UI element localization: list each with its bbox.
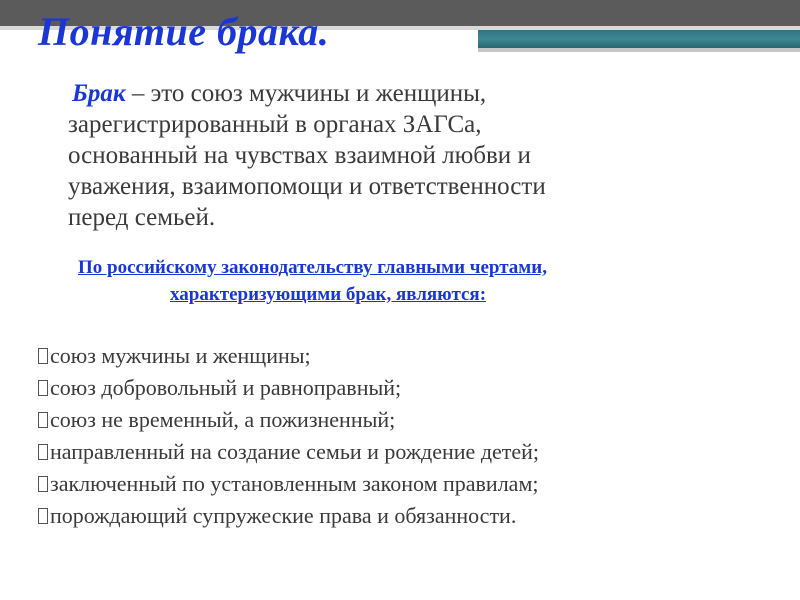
feature-text: союз мужчины и женщины; bbox=[50, 343, 311, 368]
bullet-icon bbox=[38, 508, 48, 524]
feature-text: союз добровольный и равноправный; bbox=[50, 375, 402, 400]
definition-line-4: уважения, взаимопомощи и ответственности bbox=[68, 173, 546, 200]
list-item bbox=[38, 404, 788, 436]
definition-term: Брак bbox=[72, 80, 126, 107]
bullet-icon bbox=[38, 380, 48, 396]
slide-title: Понятие брака. bbox=[38, 9, 330, 54]
definition-line-3: основанный на чувствах взаимной любви и bbox=[68, 142, 531, 169]
definition-line-2: зарегистрированный в органах ЗАГСа, bbox=[68, 111, 482, 138]
features-heading-line-1[interactable]: По российскому законодательству главными чертами, bbox=[78, 257, 547, 278]
bullet-icon bbox=[38, 476, 48, 492]
definition-line-5: перед семьей. bbox=[68, 204, 216, 231]
list-item bbox=[38, 436, 788, 468]
feature-text: союз не временный, а пожизненный; bbox=[50, 407, 396, 432]
slide-accent-block bbox=[478, 30, 800, 48]
definition-line-1: – это союз мужчины и женщины, bbox=[125, 80, 487, 107]
feature-text: направленный на создание семьи и рождение детей; bbox=[50, 439, 540, 464]
bullet-icon bbox=[38, 444, 48, 460]
features-list bbox=[38, 340, 788, 532]
features-heading-line-2[interactable]: характеризующими брак, являются: bbox=[170, 284, 487, 305]
feature-text: порождающий супружеские права и обязанности. bbox=[50, 503, 517, 528]
list-item bbox=[38, 372, 788, 404]
features-heading-link[interactable] bbox=[40, 254, 780, 308]
slide-accent-underline bbox=[478, 48, 800, 52]
list-item bbox=[38, 500, 788, 532]
bullet-icon bbox=[38, 348, 48, 364]
feature-text: заключенный по установленным законом правилам; bbox=[50, 471, 539, 496]
bullet-icon bbox=[38, 412, 48, 428]
list-item bbox=[38, 468, 788, 500]
marriage-definition bbox=[68, 78, 758, 233]
list-item bbox=[38, 340, 788, 372]
